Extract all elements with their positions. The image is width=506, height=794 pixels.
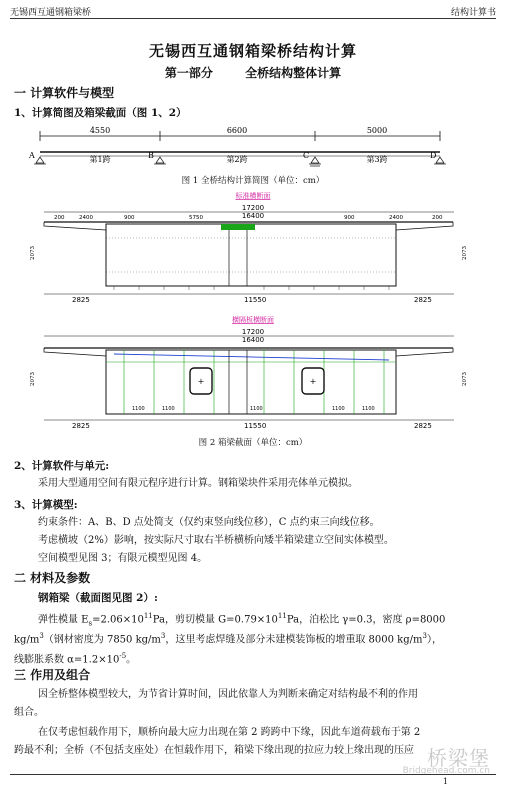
ml2-a: kg/m	[14, 634, 40, 646]
steel-box-heading: 钢箱梁（截面图见图 2）:	[38, 592, 158, 604]
page-header	[10, 4, 496, 19]
watermark-url: Bridgehead.com.cn	[402, 766, 490, 776]
header-left: 无锡西互通钢箱梁桥	[10, 8, 92, 18]
ml1-e1: 11	[143, 612, 153, 620]
ml1-e2: 11	[277, 612, 287, 620]
deck-dim-1: 200	[54, 215, 65, 221]
top-half-width: 16400	[241, 212, 265, 220]
ml2-d: ），	[426, 634, 442, 646]
support-label-b: B	[148, 151, 154, 160]
model-ref-paragraph: 空间模型见图 3；有限元模型见图 4。	[38, 553, 208, 564]
ml1-d: Pa，泊松比 γ=0.3，密度 ρ=8000	[286, 614, 446, 626]
support-label-d: D	[430, 151, 437, 160]
section-1-heading: 一 计算软件与模型	[14, 86, 115, 100]
software-paragraph: 采用大型通用空间有限元程序进行计算。钢箱梁块件采用壳体单元模拟。	[38, 478, 358, 489]
support-c-icon	[309, 157, 321, 166]
top-section-depth-right: 2073	[462, 246, 468, 260]
cell-dim-5: 1100	[362, 406, 375, 412]
watermark-logo: 桥梁堡	[427, 746, 490, 770]
cell-dim-3: 1100	[250, 406, 263, 412]
span-length-2: 6600	[226, 126, 248, 135]
cell-dim-1: 1100	[132, 406, 145, 412]
top-section-depth: 2073	[30, 246, 36, 260]
bottom-section-depth: 2073	[30, 372, 36, 386]
bottom-dim-2: 11550	[244, 422, 267, 430]
material-line-2	[14, 628, 442, 648]
span-length-1: 4550	[89, 126, 111, 135]
page-number: 1	[442, 777, 448, 786]
bottom-section-depth-right: 2073	[462, 372, 468, 386]
ml1-b: =2.06×10	[92, 614, 144, 626]
ml1-c: Pa，剪切模量 G=0.79×10	[152, 614, 278, 626]
top-bottom-dim-3: 2825	[414, 296, 432, 304]
deck-dim-7: 200	[432, 215, 443, 221]
figure-2-caption: 图 2 箱梁截面（单位：cm）	[198, 438, 308, 448]
ml2-e: 3	[39, 632, 44, 640]
action-paragraph-1: 因全桥整体模型较大，为节省计算时间，因此依靠人为判断来确定对结构最不利的作用	[38, 689, 418, 700]
action-paragraph-1b: 组合。	[14, 707, 44, 718]
ml2-e2: 3	[160, 632, 166, 640]
svg-text:+: +	[197, 377, 205, 386]
support-a-icon	[34, 157, 46, 164]
deck-dim-5: 900	[344, 215, 355, 221]
bottom-dim-3: 2825	[414, 422, 432, 430]
bottom-half-width: 16400	[241, 336, 265, 344]
deck-dim-2: 2400	[79, 215, 93, 221]
diaphragm-section-title: 横隔板横断面	[232, 316, 274, 324]
span-length-3: 5000	[366, 126, 388, 135]
figure-1-caption: 图 1 全桥结构计算简图（单位：cm）	[181, 176, 325, 186]
part-title	[0, 64, 506, 81]
part-label: 第一部分	[164, 66, 213, 80]
top-bottom-dim-1: 2825	[72, 296, 90, 304]
cell-dim-4: 1100	[332, 406, 345, 412]
support-b-icon	[154, 157, 166, 164]
action-paragraph-3: 跨最不利；全桥（不包括支座处）在恒载作用下，箱梁下缘出现的拉应力较上缘出现的压应	[14, 745, 414, 756]
ml1-a: 弹性模量 E	[38, 614, 89, 626]
part-name: 全桥结构整体计算	[245, 66, 342, 80]
constraint-paragraph: 约束条件：A、B、D 点处简支（仅约束竖向线位移），C 点约束三向线位移。	[38, 517, 380, 528]
span-name-2: 第2跨	[226, 155, 248, 164]
manhole-right-icon	[302, 368, 324, 394]
bottom-dim-1: 2825	[72, 422, 90, 430]
ml3-b: 。	[126, 654, 137, 666]
ml3-a: 线膨胀系数 α=1.2×10	[14, 654, 120, 666]
ml3-e: -5	[119, 652, 127, 660]
svg-text:+: +	[309, 377, 317, 386]
support-label-a: A	[29, 151, 35, 160]
ml2-c: ，这里考虑焊缝及部分未建模装饰板的增重取 8000 kg/m	[165, 634, 423, 646]
support-label-c: C	[303, 151, 310, 160]
bottom-total-width: 17200	[241, 328, 265, 336]
ml1-s: s	[88, 619, 93, 628]
span-diagram	[20, 122, 486, 182]
span-name-1: 第1跨	[89, 155, 111, 164]
deck-dim-4: 5750	[189, 215, 203, 221]
ml2-b: （钢材密度为 7850 kg/m	[43, 634, 161, 646]
top-total-width: 17200	[241, 204, 265, 212]
slope-paragraph: 考虑横坡（2%）影响，按实际尺寸取右半桥横桥向矮半箱梁建立空间实体模型。	[38, 535, 394, 546]
section-3-heading: 三 作用及组合	[14, 668, 91, 682]
footer-rule	[10, 774, 496, 775]
standard-section-title: 标准横断面	[235, 192, 271, 200]
cell-dim-2: 1100	[162, 406, 175, 412]
action-paragraph-2: 在仅考虑恒载作用下，顺桥向最大应力出现在第 2 跨跨中下缘，因此车道荷载布于第 2	[38, 727, 421, 738]
deck-dim-6: 2400	[389, 215, 403, 221]
manhole-left-icon	[190, 368, 212, 394]
header-right: 结构计算书	[450, 8, 496, 18]
section-2-heading: 二 材料及参数	[14, 571, 91, 585]
section-1-2-heading: 2、计算软件与单元:	[14, 460, 110, 472]
span-name-3: 第3跨	[366, 155, 388, 164]
deck-dim-3: 900	[124, 215, 135, 221]
box-girder-sections	[14, 188, 492, 430]
section-1-1-heading: 1、计算简图及箱梁截面（图 1、2）	[14, 107, 187, 119]
document-title: 无锡西互通钢箱梁桥结构计算	[148, 42, 357, 60]
ml2-e3: 3	[422, 632, 427, 640]
section-1-3-heading: 3、计算模型:	[14, 499, 78, 511]
top-bottom-dim-2: 11550	[244, 296, 267, 304]
